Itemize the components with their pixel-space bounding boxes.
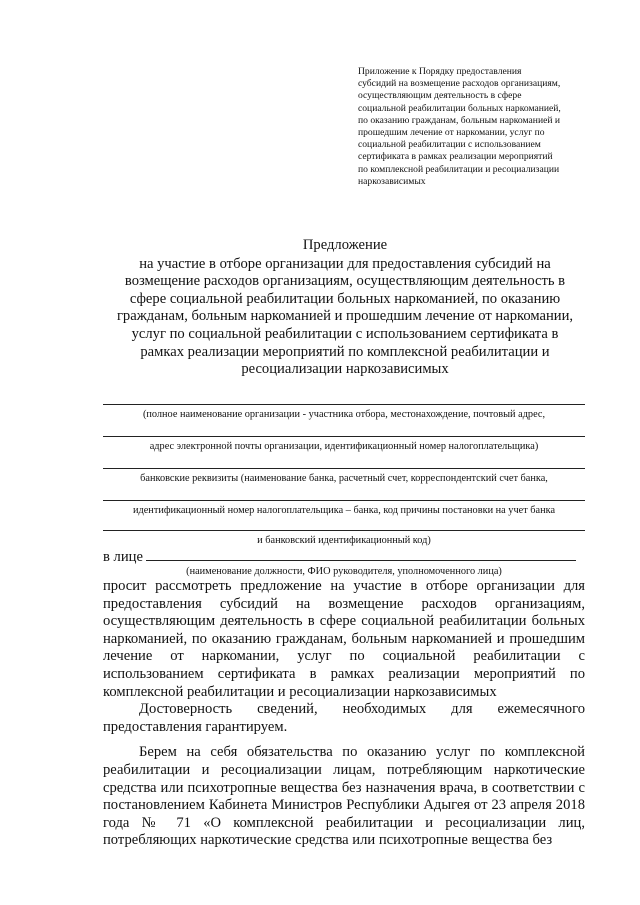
title-heading: Предложение	[302, 237, 388, 253]
annex-line: наркозависимых	[358, 175, 426, 187]
representative-prefix: в лице	[103, 549, 143, 565]
field-caption: идентификационный номер налогоплательщика – банка, код причины постановки на учет банка	[132, 505, 556, 516]
title-line: ресоциализации наркозависимых	[241, 361, 449, 378]
title-line: возмещение расходов организациям, осуществляющим деятельность в	[124, 273, 566, 290]
title-line: гражданам, больным наркоманией и прошедшим лечение от наркомании,	[116, 308, 574, 325]
annex-line: по оказанию гражданам, больным наркоманией и	[358, 114, 560, 126]
annex-line: Приложение к Порядку предоставления	[358, 66, 522, 77]
title-line: рамках реализации мероприятий по комплексной реабилитации и	[140, 343, 550, 360]
field-caption: и банковский идентификационный код)	[257, 535, 431, 546]
body-paragraph: Берем на себя обязательства по оказанию услуг по комплексной реабилитации и ресоциализации лицам, потребляющим наркотические средства или психотропные вещества без назначения врача, в соответствии с постановлением Кабинета Министров Республики Адыгея от 23 апреля 2018 года № 71 «О комплексной реабилитации и ресоциализации лиц, потребляющих наркотические средства или психотропные вещества без	[103, 744, 585, 849]
document-title	[80, 237, 610, 379]
field-caption: (полное наименование организации - участника отбора, местонахождение, почтовый адрес,	[142, 409, 546, 420]
representative-fill-line[interactable]	[146, 548, 576, 561]
annex-line: сертификата в рамках реализации мероприятий	[358, 151, 553, 163]
title-line: услуг по социальной реабилитации с использованием сертификата в	[131, 325, 559, 342]
field-caption: адрес электронной почты организации, идентификационный номер налогоплательщика)	[149, 441, 539, 452]
annex-line: социальной реабилитации больных наркоманией,	[358, 102, 561, 114]
title-line: сфере социальной реабилитации больных наркоманией, по оказанию	[129, 290, 561, 307]
body-paragraph: просит рассмотреть предложение на участие в отборе организации для предоставления субсидий на возмещение расходов организациям, осуществляющим деятельность в сфере социальной реабилитации больных наркоманией, по оказанию гражданам, больным наркоманией и прошедшим лечение от наркомании, услуг по социальной реабилитации с использованием сертификата в рамках реализации мероприятий по комплексной реабилитации и ресоциализации наркозависимых	[103, 578, 585, 700]
document-body	[103, 578, 585, 850]
fill-field-bank-inn	[103, 500, 585, 517]
fill-line[interactable]	[103, 404, 585, 405]
annex-line: социальной реабилитации с использованием	[358, 139, 541, 151]
fill-field-bank-bic	[103, 530, 585, 547]
fill-line[interactable]	[103, 530, 585, 531]
fill-line[interactable]	[103, 468, 585, 469]
fill-field-organization	[103, 404, 585, 421]
annex-line: осуществляющим деятельность в сфере	[358, 90, 522, 102]
representative-caption: (наименование должности, ФИО руководителя, уполномоченного лица)	[186, 566, 502, 577]
representative-row	[103, 548, 585, 566]
annex-line: прошедшим лечение от наркомании, услуг по	[358, 127, 545, 139]
annex-line: по комплексной реабилитации и ресоциализации	[358, 163, 560, 175]
fill-line[interactable]	[103, 500, 585, 501]
body-paragraph: Достоверность сведений, необходимых для ежемесячного предоставления гарантируем.	[103, 701, 585, 735]
annex-line: субсидий на возмещение расходов организациям,	[358, 78, 561, 90]
field-caption: банковские реквизиты (наименование банка, расчетный счет, корреспондентский счет банка,	[140, 473, 548, 484]
fill-field-bank-details	[103, 468, 585, 485]
fill-line[interactable]	[103, 436, 585, 437]
fill-field-email-inn	[103, 436, 585, 453]
annex-reference	[358, 66, 598, 188]
title-line: на участие в отборе организации для предоставления субсидий на	[139, 255, 551, 272]
